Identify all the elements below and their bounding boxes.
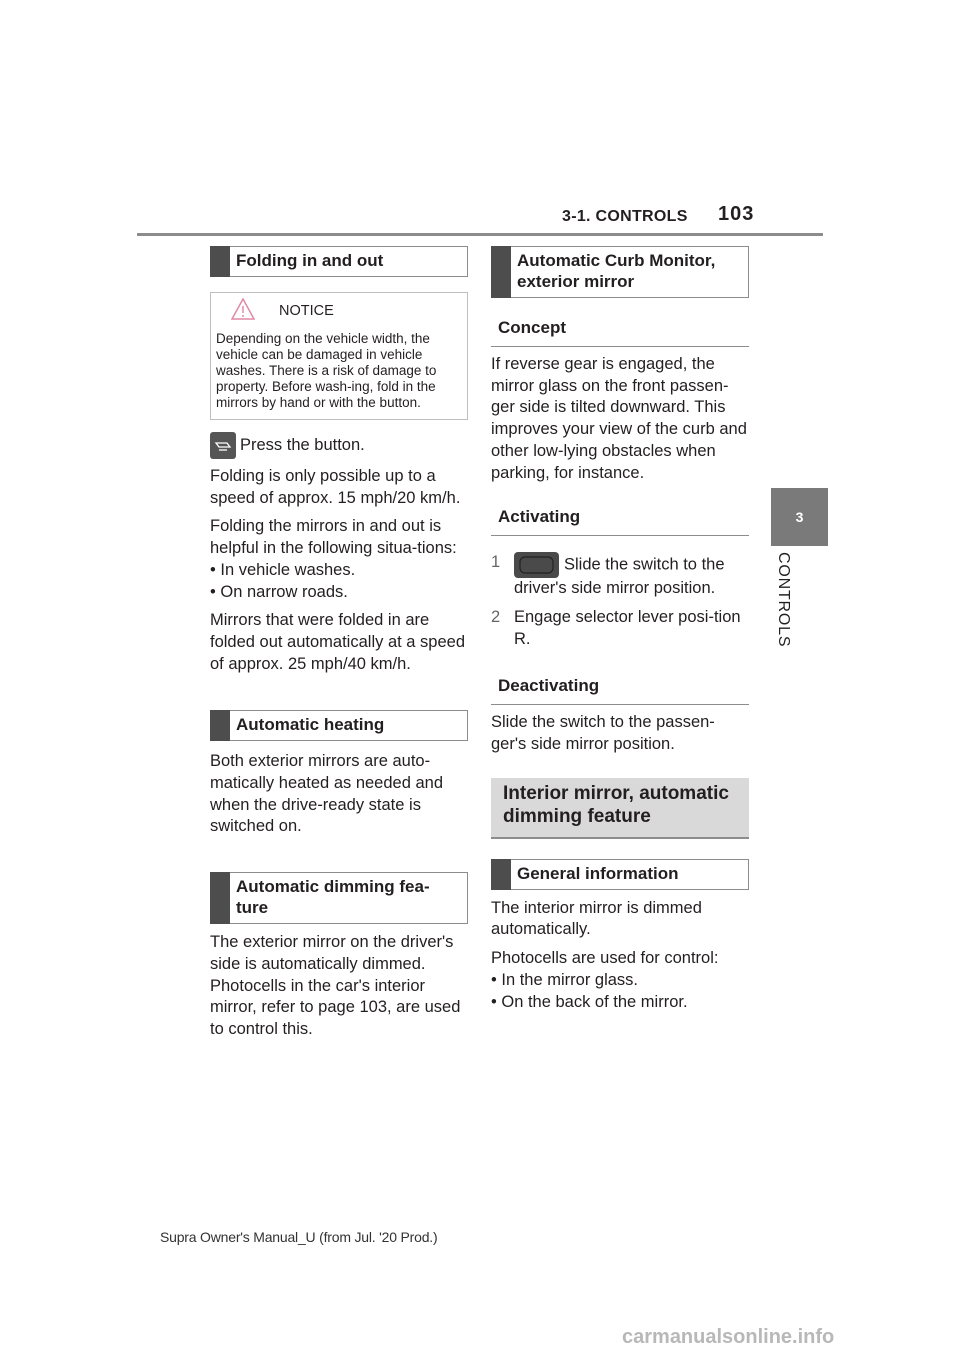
- interior-mirror-heading: Interior mirror, automatic dimming feature: [491, 778, 749, 839]
- list-item: • In the mirror glass.: [491, 970, 638, 989]
- press-button-line: [210, 432, 468, 459]
- list-item: • In vehicle washes.: [210, 560, 356, 579]
- heating-heading: Automatic heating: [210, 710, 468, 741]
- chapter-tab: 3: [771, 488, 828, 546]
- concept-heading: Concept: [491, 310, 749, 347]
- footer: Supra Owner's Manual_U (from Jul. '20 Prod.): [160, 1229, 438, 1245]
- heating-text: Both exterior mirrors are auto-matically heated as needed and when the drive-ready state is switched on.: [210, 752, 443, 836]
- list-item: 2 Engage selector lever posi-tion R.: [491, 607, 741, 648]
- mirror-fold-button-icon: [210, 432, 236, 459]
- section-title: 3-1. CONTROLS: [562, 208, 688, 225]
- dimming-heading: Automatic dimming fea-ture: [210, 872, 468, 924]
- page-number: 103: [718, 203, 755, 225]
- activating-heading: Activating: [491, 499, 749, 536]
- list-item: • On the back of the mirror.: [491, 992, 688, 1011]
- right-column: [491, 246, 749, 1013]
- folded-out-text: Mirrors that were folded in are folded out automatically at a speed of approx. 25 mph/40 km/h.: [210, 611, 466, 673]
- notice-text: Depending on the vehicle width, the vehicle can be damaged in vehicle washes. There is a risk of damage to property. Before wash-ing, fold in the mirrors by hand or with the button.: [216, 331, 437, 410]
- folding-speed-text: Folding is only possible up to a speed of approx. 15 mph/20 km/h.: [210, 467, 461, 507]
- notice-box: [210, 292, 468, 420]
- list-item: 1 Slide the switch to the driver's side mirror position.: [491, 553, 725, 598]
- press-button-text: Press the button.: [240, 435, 365, 454]
- list-item: • On narrow roads.: [210, 582, 348, 601]
- header-rule: [137, 233, 823, 236]
- notice-label: NOTICE: [279, 303, 334, 319]
- general-info-heading: General information: [491, 859, 749, 890]
- folding-helpful-text: Folding the mirrors in and out is helpful in the following situa-tions:: [210, 517, 457, 558]
- concept-text: If reverse gear is engaged, the mirror glass on the front passen-ger side is tilted downward. This improves your view of the curb and other low-lying obstacles when parking, for instance.: [491, 355, 747, 482]
- deactivating-heading: Deactivating: [491, 668, 749, 705]
- deactivating-text: Slide the switch to the passen-ger's side mirror position.: [491, 713, 715, 754]
- mirror-switch-icon: [514, 552, 559, 578]
- curb-monitor-heading: Automatic Curb Monitor, exterior mirror: [491, 246, 749, 298]
- left-column: [210, 246, 468, 1041]
- chapter-label: CONTROLS: [775, 552, 792, 648]
- dimming-text: The exterior mirror on the driver's side is automatically dimmed. Photocells in the car's interior mirror, refer to page 103, are used to control this.: [210, 933, 461, 1038]
- watermark: carmanualsonline.info: [622, 1326, 835, 1348]
- photocells-text: Photocells are used for control:: [491, 949, 719, 968]
- folding-heading: Folding in and out: [210, 246, 468, 277]
- general-text: The interior mirror is dimmed automatically.: [491, 898, 702, 939]
- warning-icon: [231, 298, 255, 324]
